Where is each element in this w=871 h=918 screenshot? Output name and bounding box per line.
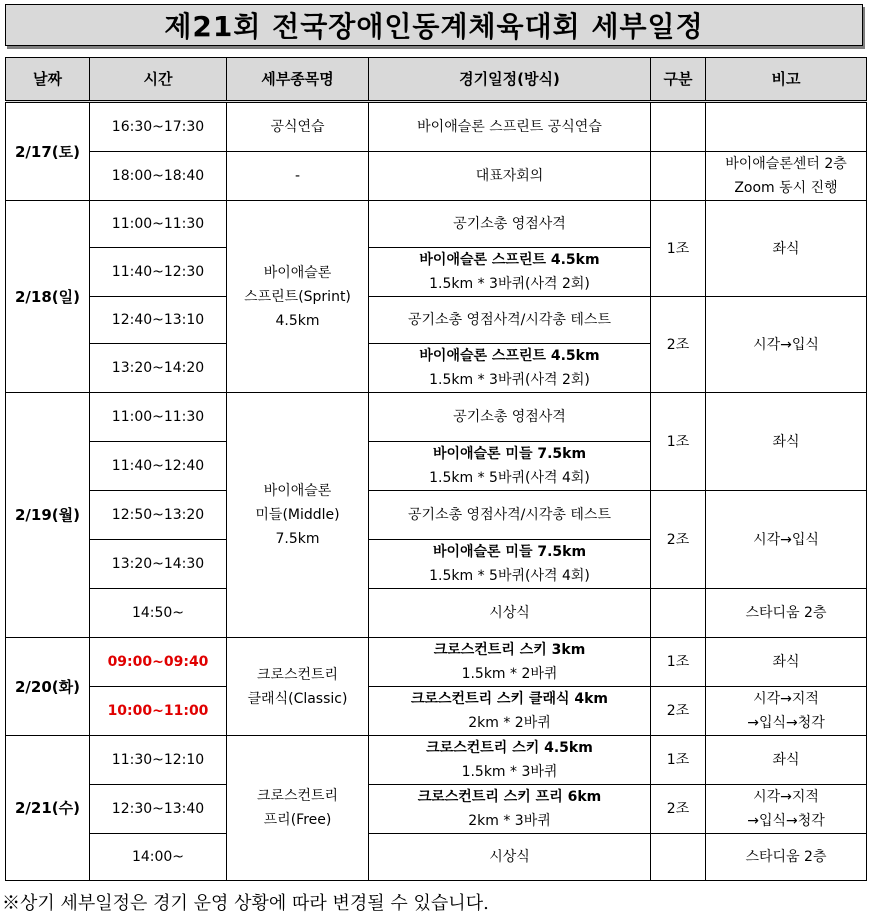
date-cell: 2/17(토)	[6, 102, 90, 201]
header-note: 비고	[706, 58, 867, 102]
group-cell: 1조	[651, 201, 706, 297]
group-cell: 1조	[651, 393, 706, 491]
group-cell	[651, 589, 706, 638]
note-cell	[706, 102, 867, 152]
event-line: 크로스컨트리	[256, 666, 339, 683]
note-line: 바이애슬론센터 2층	[725, 156, 847, 172]
schedule-sub: 1.5km * 3바퀴(사격 2회)	[429, 372, 590, 388]
table-row	[6, 201, 867, 248]
group-cell: 1조	[651, 736, 706, 785]
event-line: 스프린트(Sprint)	[244, 288, 351, 305]
event-line: 바이애슬론	[263, 483, 332, 499]
table-row	[6, 589, 867, 638]
schedule-cell	[369, 638, 651, 687]
table-row	[6, 102, 867, 152]
table-row	[6, 785, 867, 834]
schedule-cell	[369, 248, 651, 297]
time-cell: 12:40~13:10	[90, 297, 227, 344]
event-cell	[227, 736, 369, 881]
schedule-cell: 공기소총 영점사격	[369, 201, 651, 248]
date-cell: 2/20(화)	[6, 638, 90, 736]
event-line: 7.5km	[275, 531, 320, 547]
group-cell: 2조	[651, 491, 706, 589]
group-cell: 2조	[651, 297, 706, 393]
schedule-cell: 공기소총 영점사격/시각총 테스트	[369, 491, 651, 540]
note-line: 시각→지적	[753, 789, 819, 805]
note-line: Zoom 동시 진행	[734, 180, 838, 196]
note-cell: 좌식	[706, 393, 867, 491]
schedule-main: 크로스컨트리 스키 3km	[433, 642, 586, 658]
header-group: 구분	[651, 58, 706, 102]
schedule-main: 바이애슬론 스프린트 4.5km	[419, 252, 600, 268]
time-cell: 11:00~11:30	[90, 201, 227, 248]
table-header-row	[6, 58, 867, 102]
schedule-cell: 시상식	[369, 589, 651, 638]
schedule-cell	[369, 540, 651, 589]
time-cell: 13:20~14:20	[90, 344, 227, 393]
note-cell: 좌식	[706, 201, 867, 297]
table-row	[6, 491, 867, 540]
schedule-sub: 1.5km * 3바퀴(사격 2회)	[429, 276, 590, 292]
schedule-sub: 1.5km * 5바퀴(사격 4회)	[429, 568, 590, 584]
note-cell: 스타디움 2층	[706, 589, 867, 638]
event-cell	[227, 201, 369, 393]
group-cell	[651, 102, 706, 152]
event-cell: -	[227, 152, 369, 201]
time-cell: 11:40~12:30	[90, 248, 227, 297]
schedule-sub: 1.5km * 3바퀴	[461, 764, 558, 780]
title-banner	[5, 4, 863, 46]
header-schedule: 경기일정(방식)	[369, 58, 651, 102]
header-date: 날짜	[6, 58, 90, 102]
schedule-cell	[369, 736, 651, 785]
header-time: 시간	[90, 58, 227, 102]
time-cell: 09:00~09:40	[90, 638, 227, 687]
date-cell: 2/21(수)	[6, 736, 90, 881]
header-event: 세부종목명	[227, 58, 369, 102]
table-row	[6, 393, 867, 442]
date-cell: 2/18(일)	[6, 201, 90, 393]
table-row	[6, 297, 867, 344]
time-cell: 12:30~13:40	[90, 785, 227, 834]
event-line: 크로스컨트리	[256, 788, 339, 804]
note-line: →입식→청각	[747, 813, 825, 829]
event-line: 클래식(Classic)	[247, 690, 348, 707]
schedule-sub: 2km * 3바퀴	[468, 813, 551, 829]
table-row	[6, 638, 867, 687]
schedule-cell: 바이애슬론 스프린트 공식연습	[369, 102, 651, 152]
time-cell: 13:20~14:30	[90, 540, 227, 589]
event-line: 미들(Middle)	[255, 507, 340, 523]
schedule-cell	[369, 344, 651, 393]
page-title: 제21회 전국장애인동계체육대회 세부일정	[164, 10, 704, 43]
note-line: 시각→지적	[753, 691, 819, 707]
schedule-cell	[369, 442, 651, 491]
table-row	[6, 152, 867, 201]
schedule-main: 크로스컨트리 스키 프리 6km	[417, 789, 602, 805]
group-cell	[651, 152, 706, 201]
schedule-main: 크로스컨트리 스키 클래식 4km	[410, 691, 609, 707]
table-row	[6, 687, 867, 736]
time-cell: 11:30~12:10	[90, 736, 227, 785]
schedule-main: 크로스컨트리 스키 4.5km	[426, 740, 593, 756]
time-cell: 18:00~18:40	[90, 152, 227, 201]
note-cell	[706, 687, 867, 736]
schedule-main: 바이애슬론 스프린트 4.5km	[419, 348, 600, 364]
footnote: ※상기 세부일정은 경기 운영 상황에 따라 변경될 수 있습니다.	[2, 893, 489, 914]
time-cell: 12:50~13:20	[90, 491, 227, 540]
schedule-main: 바이애슬론 미들 7.5km	[432, 544, 587, 560]
event-line: 프리(Free)	[263, 812, 332, 828]
group-cell: 2조	[651, 785, 706, 834]
schedule-cell: 공기소총 영점사격	[369, 393, 651, 442]
group-cell: 2조	[651, 687, 706, 736]
note-line: →입식→청각	[747, 715, 825, 731]
time-cell: 11:40~12:40	[90, 442, 227, 491]
schedule-cell	[369, 687, 651, 736]
schedule-sub: 1.5km * 2바퀴	[461, 666, 558, 682]
note-cell: 시각→입식	[706, 297, 867, 393]
time-cell: 10:00~11:00	[90, 687, 227, 736]
group-cell	[651, 834, 706, 881]
schedule-sub: 1.5km * 5바퀴(사격 4회)	[429, 470, 590, 486]
date-cell: 2/19(월)	[6, 393, 90, 638]
schedule-cell: 대표자회의	[369, 152, 651, 201]
event-cell	[227, 638, 369, 736]
schedule-cell	[369, 785, 651, 834]
note-cell	[706, 785, 867, 834]
event-line: 바이애슬론	[263, 264, 332, 281]
note-cell: 스타디움 2층	[706, 834, 867, 881]
schedule-main: 바이애슬론 미들 7.5km	[432, 446, 587, 462]
note-cell: 좌식	[706, 736, 867, 785]
table-row	[6, 834, 867, 881]
event-cell: 공식연습	[227, 102, 369, 152]
schedule-cell: 공기소총 영점사격/시각총 테스트	[369, 297, 651, 344]
event-line: 4.5km	[275, 312, 320, 329]
schedule-table	[5, 57, 867, 881]
time-cell: 14:50~	[90, 589, 227, 638]
schedule-sub: 2km * 2바퀴	[468, 715, 551, 731]
group-cell: 1조	[651, 638, 706, 687]
table-row	[6, 736, 867, 785]
time-cell: 14:00~	[90, 834, 227, 881]
time-cell: 11:00~11:30	[90, 393, 227, 442]
time-cell: 16:30~17:30	[90, 102, 227, 152]
note-cell: 좌식	[706, 638, 867, 687]
event-cell	[227, 393, 369, 638]
note-cell: 시각→입식	[706, 491, 867, 589]
note-cell	[706, 152, 867, 201]
schedule-cell: 시상식	[369, 834, 651, 881]
